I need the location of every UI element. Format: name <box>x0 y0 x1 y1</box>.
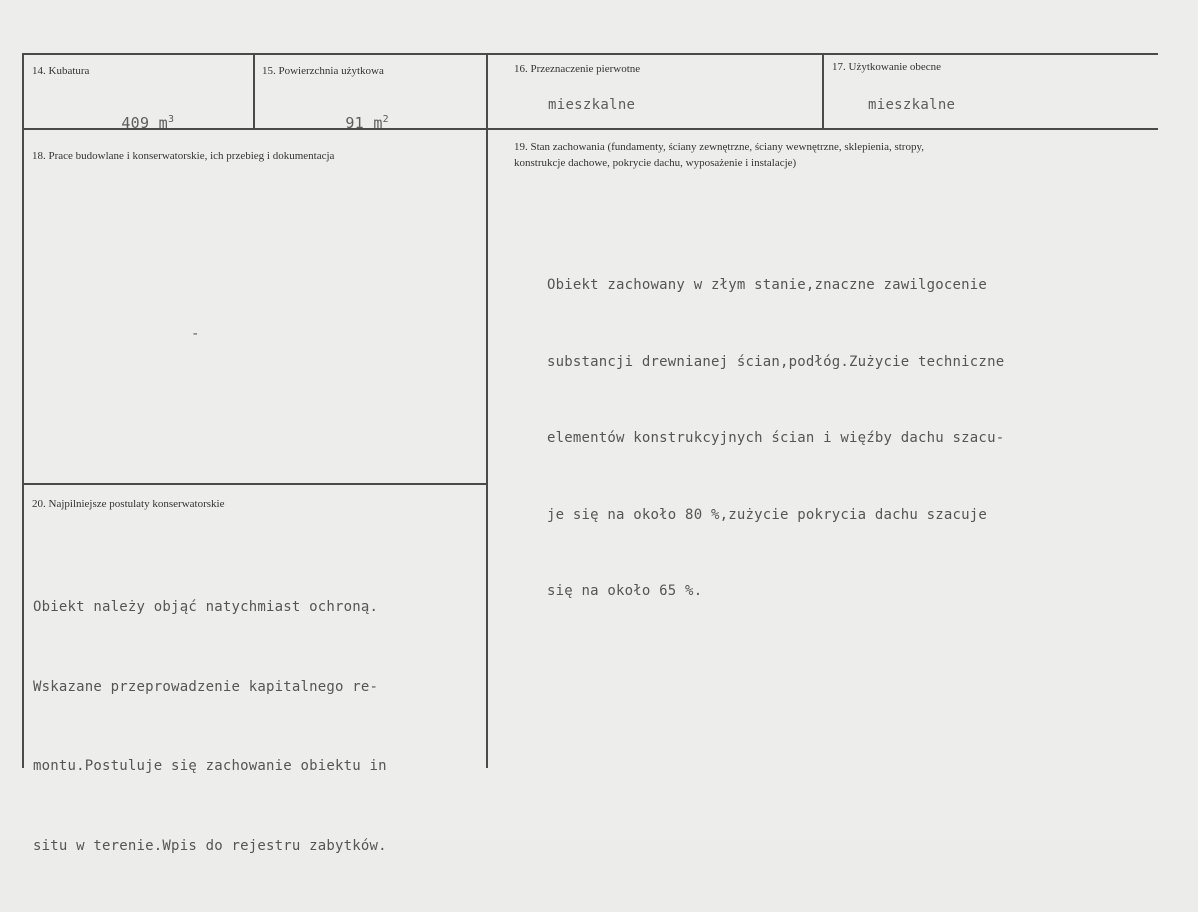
prace-value: - <box>191 326 200 342</box>
stan-line: je się na około 80 %,zużycie pokrycia dachu szacuje <box>547 506 988 523</box>
postulaty-line: situ w terenie.Wpis do rejestru zabytków. <box>33 837 387 854</box>
przeznaczenie-label: 16. Przeznaczenie pierwotne <box>514 63 641 75</box>
powierzchnia-exponent: 2 <box>382 114 389 125</box>
stan-text <box>547 222 1004 656</box>
kubatura-exponent: 3 <box>167 114 175 125</box>
col-divider-3 <box>822 53 824 130</box>
stan-label-line1: 19. Stan zachowania (fundamenty, ściany zewnętrzne, ściany wewnętrzne, sklepienia, stropy, <box>514 141 925 153</box>
stan-line: się na około 65 %. <box>547 583 703 599</box>
postulaty-text <box>33 541 387 912</box>
col-divider-2 <box>486 53 488 768</box>
stan-line: substancji drewnianej ścian,podłóg.Zużycie techniczne <box>547 353 1005 370</box>
row-divider <box>22 128 1158 130</box>
stan-line: Obiekt zachowany w złym stanie,znaczne zawilgocenie <box>547 277 988 293</box>
prace-label: 18. Prace budowlane i konserwatorskie, ich przebieg i dokumentacja <box>32 150 335 162</box>
powierzchnia-value <box>308 96 389 150</box>
postulaty-line: Obiekt należy objąć natychmiast ochroną. <box>33 599 379 615</box>
top-rule <box>22 53 1158 55</box>
kubatura-label: 14. Kubatura <box>32 65 90 77</box>
kubatura-number: 409 m <box>121 114 168 132</box>
left-edge <box>22 53 24 768</box>
section-divider <box>22 483 487 485</box>
postulaty-line: Wskazane przeprowadzenie kapitalnego re- <box>33 678 379 695</box>
postulaty-line: montu.Postuluje się zachowanie obiektu in <box>33 758 387 774</box>
stan-line: elementów konstrukcyjnych ścian i więźby dachu szacu- <box>547 430 1005 446</box>
powierzchnia-number: 91 m <box>345 114 383 132</box>
kubatura-value <box>84 96 174 150</box>
postulaty-label: 20. Najpilniejsze postulaty konserwatorskie <box>32 498 225 510</box>
powierzchnia-label: 15. Powierzchnia użytkowa <box>262 65 384 77</box>
uzytkowanie-label: 17. Użytkowanie obecne <box>832 61 942 73</box>
stan-label-line2: konstrukcje dachowe, pokrycie dachu, wyposażenie i instalacje) <box>514 157 797 169</box>
col-divider-1 <box>253 53 255 130</box>
uzytkowanie-value: mieszkalne <box>868 97 956 113</box>
przeznaczenie-value: mieszkalne <box>548 97 636 113</box>
